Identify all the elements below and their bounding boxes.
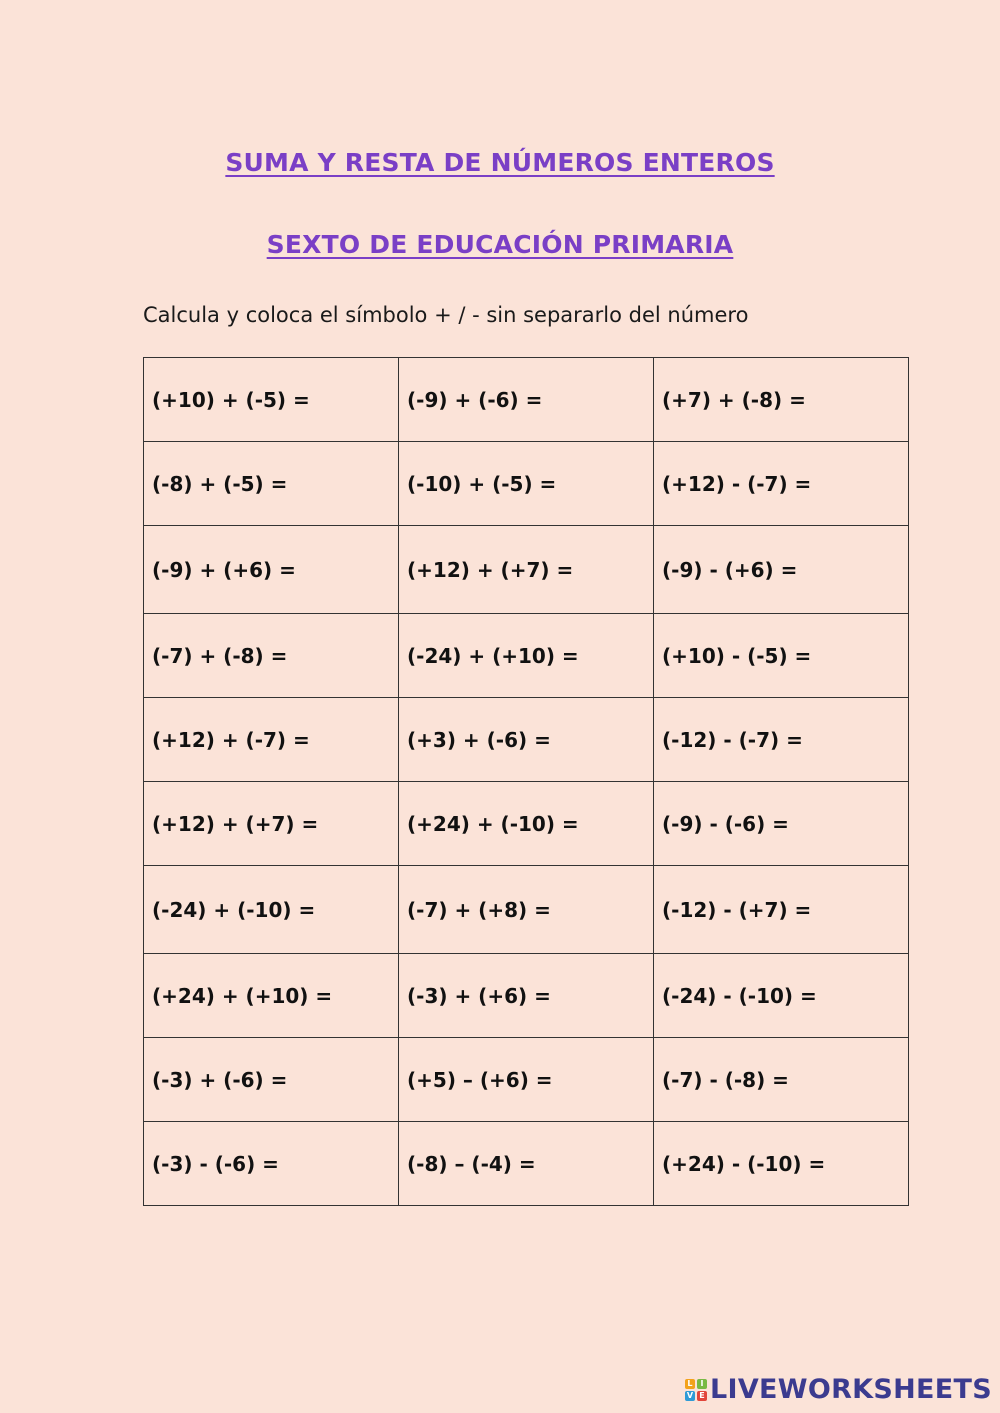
exercise-cell: (-10) + (-5) = <box>399 442 654 526</box>
exercise-cell: (-3) + (-6) = <box>144 1038 399 1122</box>
exercise-table <box>143 357 909 1206</box>
exercise-cell: (-7) - (-8) = <box>654 1038 909 1122</box>
logo-letter: V <box>686 1390 694 1400</box>
exercise-cell: (-9) + (-6) = <box>399 358 654 442</box>
logo-letter: L <box>685 1379 695 1389</box>
exercise-cell: (+24) + (-10) = <box>399 782 654 866</box>
logo-letter: E <box>697 1391 707 1401</box>
brand-name: LIVEWORKSHEETS <box>709 1374 992 1405</box>
exercise-cell: (+10) + (-5) = <box>144 358 399 442</box>
exercise-cell: (-9) - (+6) = <box>654 526 909 614</box>
exercise-cell: (-7) + (+8) = <box>399 866 654 954</box>
exercise-cell: (+3) + (-6) = <box>399 698 654 782</box>
logo-letter: I <box>697 1379 707 1389</box>
exercise-cell: (-8) – (-4) = <box>399 1122 654 1206</box>
exercise-cell: (-12) - (+7) = <box>654 866 909 954</box>
exercise-cell: (-24) - (-10) = <box>654 954 909 1038</box>
exercise-cell: (+12) + (+7) = <box>399 526 654 614</box>
exercise-cell: (+12) + (-7) = <box>144 698 399 782</box>
exercise-cell: (-12) - (-7) = <box>654 698 909 782</box>
exercise-cell: (+12) - (-7) = <box>654 442 909 526</box>
exercise-cell: (-3) - (-6) = <box>144 1122 399 1206</box>
exercise-cell: (-8) + (-5) = <box>144 442 399 526</box>
exercise-cell: (+10) - (-5) = <box>654 614 909 698</box>
worksheet-title: SUMA Y RESTA DE NÚMEROS ENTEROS <box>225 148 775 177</box>
exercise-cell: (+24) - (-10) = <box>654 1122 909 1206</box>
exercise-cell: (-9) - (-6) = <box>654 782 909 866</box>
exercise-cell: (+5) – (+6) = <box>399 1038 654 1122</box>
instruction-text: Calcula y coloca el símbolo + / - sin separarlo del número <box>143 303 749 327</box>
worksheet-subtitle: SEXTO DE EDUCACIÓN PRIMARIA <box>266 230 734 259</box>
exercise-cell: (+12) + (+7) = <box>144 782 399 866</box>
exercise-cell: (-24) + (+10) = <box>399 614 654 698</box>
exercise-cell: (-24) + (-10) = <box>144 866 399 954</box>
exercise-cell: (+24) + (+10) = <box>144 954 399 1038</box>
exercise-cell: (+7) + (-8) = <box>654 358 909 442</box>
exercise-cell: (-3) + (+6) = <box>399 954 654 1038</box>
liveworksheets-brand <box>685 1374 992 1405</box>
exercise-cell: (-9) + (+6) = <box>144 526 399 614</box>
liveworksheets-logo-icon <box>685 1379 707 1401</box>
exercise-cell: (-7) + (-8) = <box>144 614 399 698</box>
